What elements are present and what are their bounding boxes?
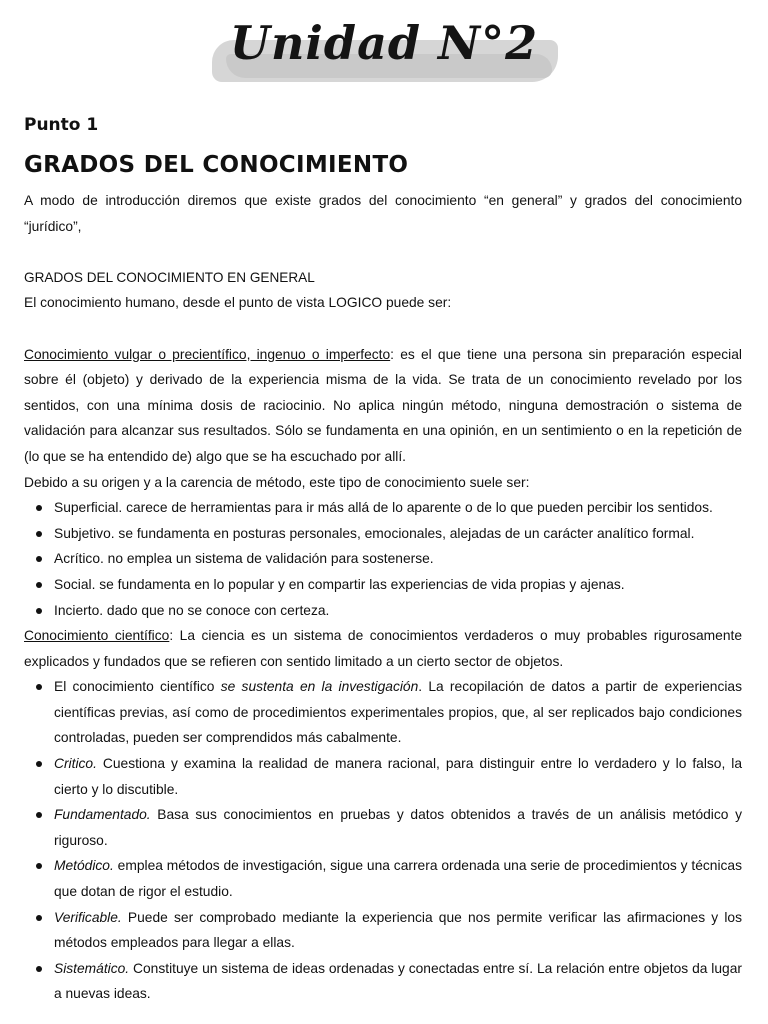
subheading-general: GRADOS DEL CONOCIMIENTO EN GENERAL	[24, 269, 315, 285]
item-emphasis: Critico.	[54, 756, 97, 772]
section-heading: GRADOS DEL CONOCIMIENTO	[24, 152, 409, 178]
list-item: Social. se fundamenta en lo popular y en compartir las experiencias de vida propias y ajenas.	[54, 572, 742, 598]
vulgar-lead: Debido a su origen y a la carencia de método, este tipo de conocimiento suele ser:	[24, 474, 530, 490]
item-emphasis: se sustenta en la investigación	[220, 679, 419, 695]
list-item	[54, 751, 742, 802]
cientifico-term: Conocimiento científico	[24, 628, 170, 644]
spacer	[24, 316, 742, 342]
item-post: Basa sus conocimientos en pruebas y datos obtenidos a través de un análisis metódico y riguroso.	[54, 807, 742, 848]
list-item	[54, 853, 742, 904]
vulgar-colon: :	[390, 346, 395, 362]
item-post: Puede ser comprobado mediante la experiencia que nos permite verificar las afirmaciones y los métodos empleados para llegar a ellas.	[54, 909, 742, 951]
section-label: Punto 1	[24, 115, 99, 135]
list-item: Subjetivo. se fundamenta en posturas personales, emocionales, alejadas de un carácter analítico formal.	[54, 521, 742, 547]
item-emphasis: Fundamentado.	[54, 807, 151, 823]
vulgar-text: es el que tiene una persona sin preparación especial sobre él (objeto) y derivado de la experiencia misma de la vida. Se trata de un conocimiento revelado por los sentidos, con una mínima dosis de raciocinio. No aplica ningún método, ninguna demostración o sistema de validación para alcanzar sus resultados. Sólo se fundamenta en una opinión, en un sentimiento o en la repetición de (lo que se ha entendido de) algo que se ha escuchado por allí.	[24, 346, 742, 464]
cientifico-text: La ciencia es un sistema de conocimientos verdaderos o muy probables rigurosamente explicados y fundados que se refieren con sentido limitado a un cierto sector de objetos.	[24, 628, 742, 669]
document-body	[24, 112, 742, 1007]
vulgar-paragraph	[24, 342, 742, 470]
list-item	[54, 905, 742, 956]
list-item: Incierto. dado que no se conoce con certeza.	[54, 598, 742, 624]
item-emphasis: Verificable.	[54, 909, 122, 925]
title-banner	[0, 10, 768, 88]
list-item: Superficial. carece de herramientas para ir más allá de lo aparente o de lo que pueden percibir los sentidos.	[54, 495, 742, 521]
item-post: . La recopilación de datos a partir de experiencias científicas previas, así como de procedimientos experimentales propios, que, al ser replicados bajo condiciones controladas, pueden ser comprendidos más cabalmente.	[54, 679, 742, 746]
item-emphasis: Sistemático.	[54, 960, 130, 976]
item-post: Cuestiona y examina la realidad de manera racional, para distinguir entre lo verdadero y lo falso, la cierto y lo discutible.	[54, 756, 742, 797]
list-item	[54, 956, 742, 1007]
vulgar-term: Conocimiento vulgar o precientífico, ingenuo o imperfecto	[24, 346, 391, 362]
item-pre: El conocimiento científico	[54, 679, 221, 695]
intro-paragraph: A modo de introducción diremos que existe grados del conocimiento “en general” y grados del conocimiento “jurídico”,	[24, 193, 742, 234]
spacer	[24, 239, 742, 265]
vulgar-list	[24, 495, 742, 623]
list-item	[54, 802, 742, 853]
cientifico-paragraph	[24, 623, 742, 674]
list-item: Acrítico. no emplea un sistema de validación para sostenerse.	[54, 546, 742, 572]
page-title: Unidad N°2	[229, 16, 539, 70]
general-lead: El conocimiento humano, desde el punto de vista LOGICO puede ser:	[24, 295, 452, 311]
cientifico-colon: :	[169, 628, 174, 644]
list-item	[54, 674, 742, 751]
item-emphasis: Metódico.	[54, 858, 114, 874]
item-post: emplea métodos de investigación, sigue una carrera ordenada una serie de procedimientos y técnicas que dotan de rigor el estudio.	[54, 858, 742, 900]
cientifico-list	[24, 674, 742, 1007]
item-post: Constituye un sistema de ideas ordenadas y conectadas entre sí. La relación entre objetos da lugar a nuevas ideas.	[54, 960, 742, 1002]
